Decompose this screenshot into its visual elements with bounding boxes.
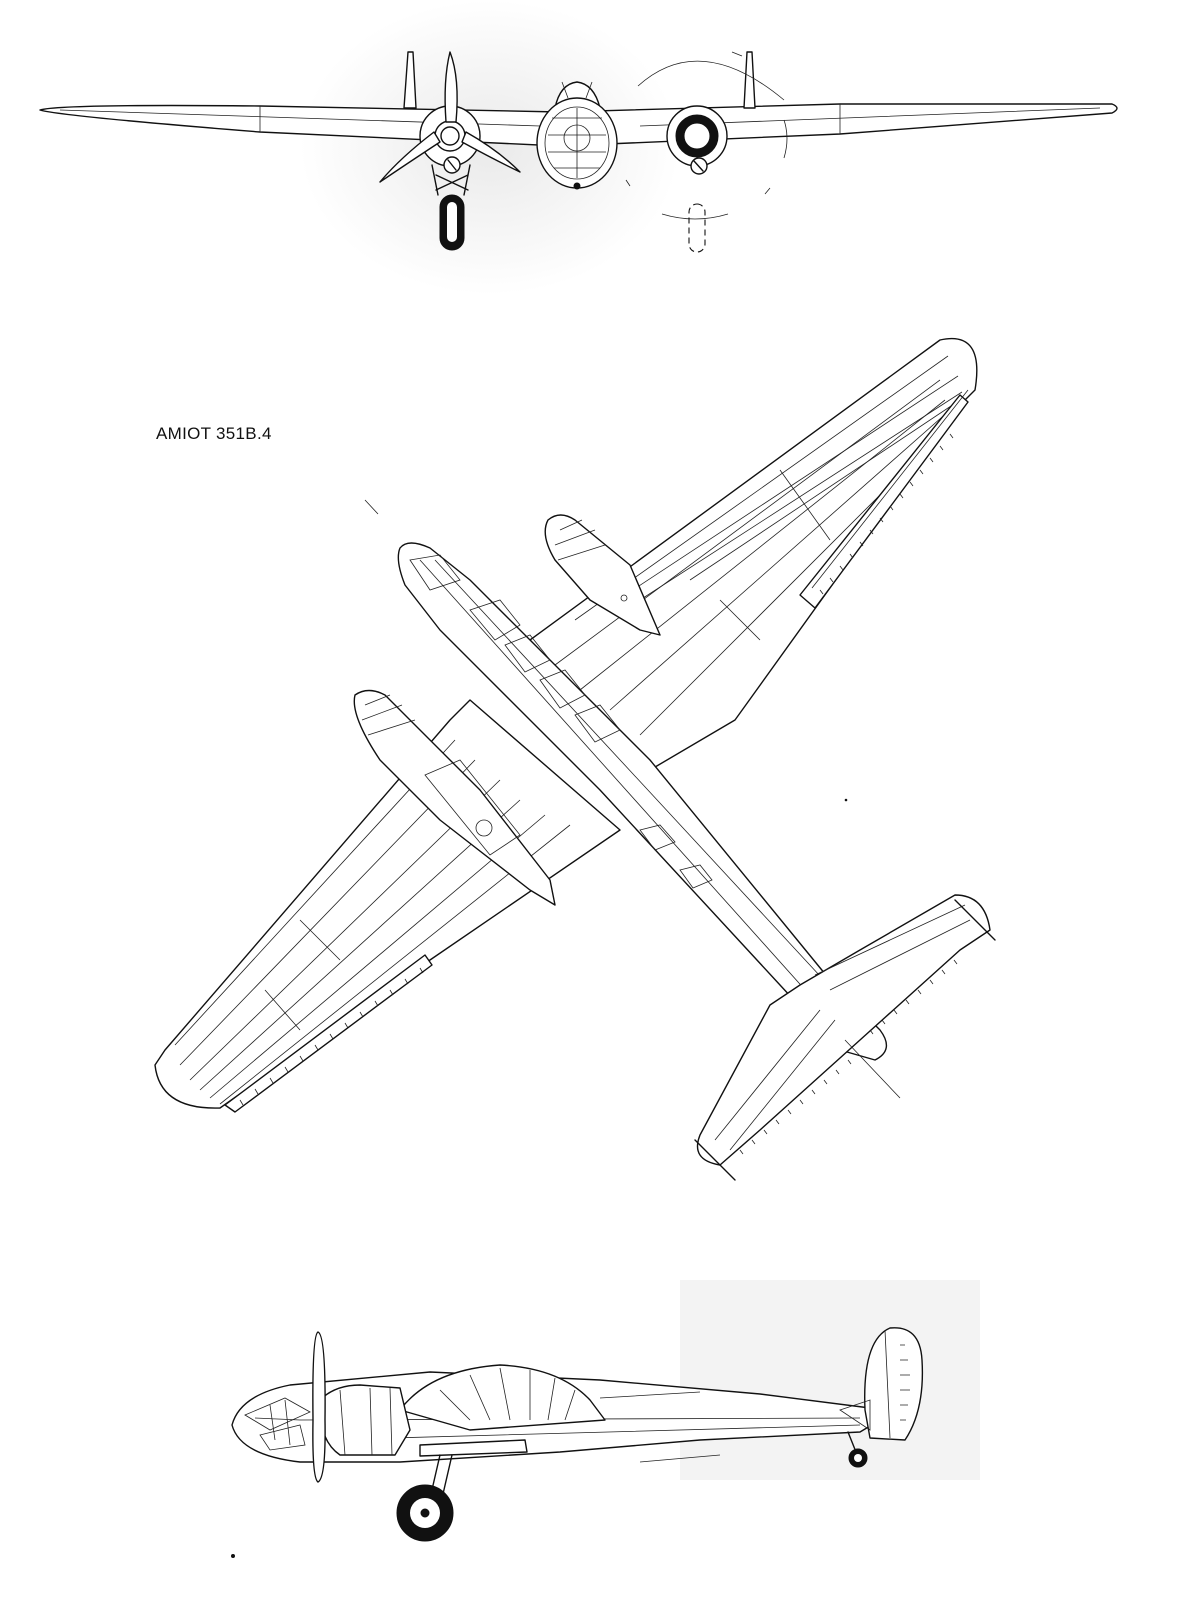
side-vertical-tail bbox=[865, 1328, 923, 1440]
aircraft-designation: AMIOT 351B.4 bbox=[156, 424, 272, 443]
side-propeller bbox=[313, 1332, 325, 1482]
background-haze-bottom bbox=[680, 1280, 980, 1480]
side-engine-nacelle bbox=[320, 1385, 410, 1455]
side-main-landing-gear bbox=[397, 1455, 453, 1541]
